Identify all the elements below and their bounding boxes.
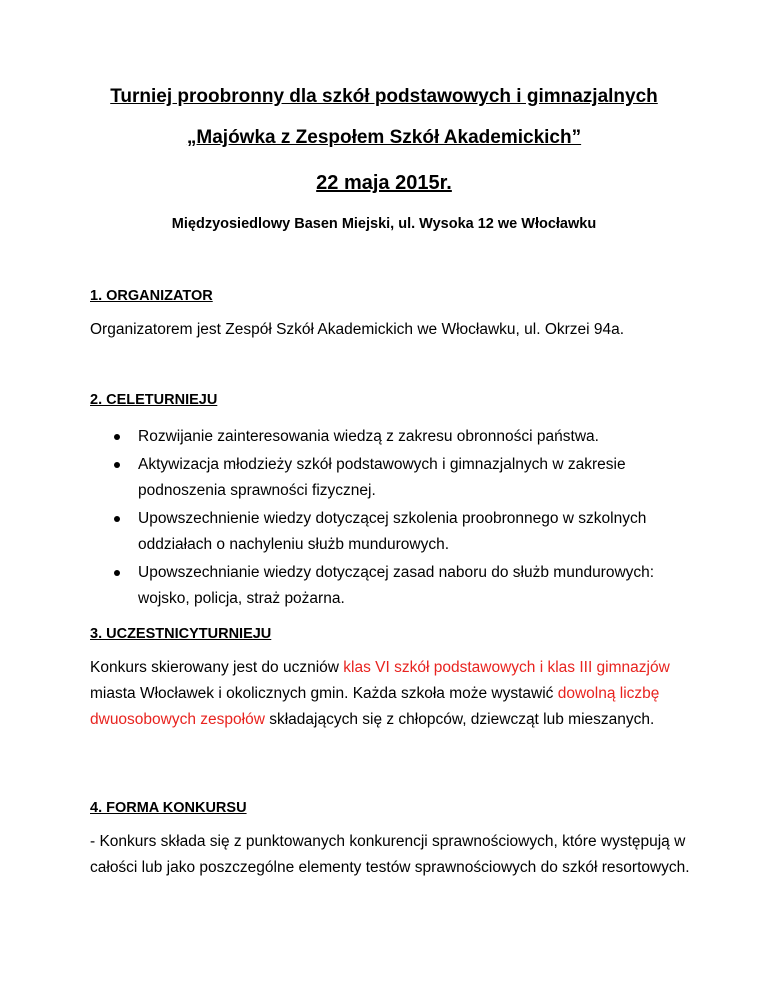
goal-text: Upowszechnienie wiedzy dotyczącej szkolenia proobronnego w szkolnych oddziałach o nachyleniu służb mundurowych. — [138, 510, 647, 553]
section-heading-organizer: 1. ORGANIZATOR — [90, 288, 213, 304]
event-date: 22 maja 2015r. — [316, 172, 452, 194]
bullet-icon — [114, 570, 120, 576]
list-item — [90, 506, 690, 558]
event-venue: Międzyosiedlowy Basen Miejski, ul. Wysoka 12 we Włocławku — [171, 216, 597, 232]
participants-text-part: składających się z chłopców, dziewcząt lub mieszanych. — [264, 711, 655, 728]
list-item — [90, 424, 690, 450]
section-heading-goals: 2. CELETURNIEJU — [90, 392, 218, 408]
participants-text-part: Konkurs skierowany jest do uczniów — [90, 659, 344, 676]
bullet-icon — [114, 516, 120, 522]
event-name: „Majówka z Zespołem Szkół Akademickich” — [186, 127, 582, 148]
goal-text: Upowszechnianie wiedzy dotyczącej zasad naboru do służb mundurowych: wojsko, policja, straż pożarna. — [138, 564, 655, 607]
participants-text — [90, 655, 690, 733]
section-heading-participants: 3. UCZESTNICYTURNIEJU — [90, 626, 272, 642]
list-item — [90, 560, 690, 612]
list-item — [90, 452, 690, 504]
highlighted-text: klas VI szkół podstawowych i klas III gimnazjów — [343, 659, 670, 676]
organizer-text: Organizatorem jest Zespół Szkół Akademickich we Włocławku, ul. Okrzei 94a. — [90, 321, 625, 338]
highlighted-text: dowolną liczbę dwuosobowych zespołów — [90, 685, 660, 728]
participants-text-part: miasta Włocławek i okolicznych gmin. Każda szkoła może wystawić — [90, 685, 558, 702]
section-heading-form: 4. FORMA KONKURSU — [90, 800, 247, 816]
goal-text: Aktywizacja młodzieży szkół podstawowych i gimnazjalnych w zakresie podnoszenia sprawności fizycznej. — [138, 456, 626, 499]
bullet-icon — [114, 462, 120, 468]
goals-list — [90, 424, 690, 614]
bullet-icon — [114, 434, 120, 440]
form-text: - Konkurs składa się z punktowanych konkurencji sprawnościowych, które występują w całości lub jako poszczególne elementy testów sprawnościowych do szkół resortowych. — [90, 833, 690, 876]
goal-text: Rozwijanie zainteresowania wiedzą z zakresu obronności państwa. — [138, 428, 599, 445]
document-title: Turniej proobronny dla szkół podstawowych i gimnazjalnych — [110, 86, 658, 107]
